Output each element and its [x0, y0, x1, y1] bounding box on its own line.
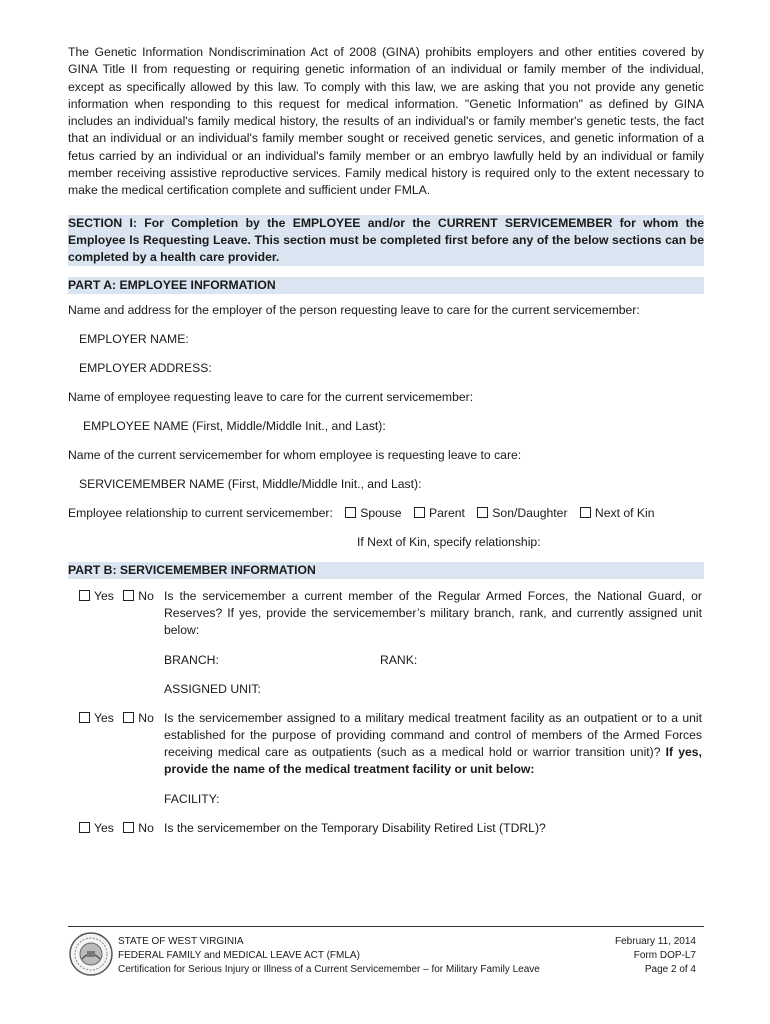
- employee-prompt: Name of employee requesting leave to care for the current servicemember:: [68, 389, 474, 404]
- part-a-heading: PART A: EMPLOYEE INFORMATION: [68, 277, 704, 294]
- employer-address-label: EMPLOYER ADDRESS:: [79, 360, 212, 375]
- checkbox-icon: [123, 712, 134, 723]
- q1-yes-checkbox[interactable]: Yes: [79, 589, 114, 603]
- next-of-kin-label: If Next of Kin, specify relationship:: [357, 534, 541, 549]
- checkbox-icon: [79, 822, 90, 833]
- footer-form-number: Form DOP-L7: [633, 950, 696, 961]
- facility-field[interactable]: FACILITY:: [164, 791, 220, 806]
- question-1-yes-no: [68, 588, 164, 605]
- part-b-heading: PART B: SERVICEMEMBER INFORMATION: [68, 562, 704, 579]
- servicemember-name-field[interactable]: [68, 476, 704, 493]
- footer-state: STATE OF WEST VIRGINIA: [118, 936, 244, 947]
- gina-notice: The Genetic Information Nondiscrimination Act of 2008 (GINA) prohibits employers and other entities covered by GINA Title II from requesting or requiring genetic information of an individual or family member of the individual, except as specifically allowed by this law. To comply with this law, we are asking that you not provide any genetic information when responding to this request for medical information. "Genetic Information" as defined by GINA includes an individual's family medical history, the results of an individual's or family member's genetic tests, the fact that an individual or an individual's family member sought or received genetic services, and genetic information of a fetus carried by an individual or an individual's family member or an embryo lawfully held by an individual or family member receiving assistive reproductive services. Family medical history is required only to the extent necessary to make the medical certification complete and sufficient under FMLA.: [68, 45, 704, 198]
- relationship-parent-checkbox[interactable]: Parent: [414, 505, 465, 522]
- q3-yes-checkbox[interactable]: Yes: [79, 821, 114, 835]
- checkbox-icon: [123, 822, 134, 833]
- q2-no-checkbox[interactable]: No: [123, 711, 154, 725]
- rank-field[interactable]: RANK:: [380, 652, 418, 667]
- section-1-heading: SECTION I: For Completion by the EMPLOYEE and/or the CURRENT SERVICEMEMBER for whom the Employee Is Requesting Leave. This section must be completed first before any of the below sections can be completed by a health care provider.: [68, 215, 704, 264]
- q1-no-checkbox[interactable]: No: [123, 589, 154, 603]
- question-1-row: [68, 588, 704, 640]
- footer-act: FEDERAL FAMILY and MEDICAL LEAVE ACT (FMLA): [118, 950, 360, 961]
- q2-yes-checkbox[interactable]: Yes: [79, 711, 114, 725]
- relationship-son-daughter-checkbox[interactable]: Son/Daughter: [477, 505, 567, 522]
- relationship-next-of-kin-checkbox[interactable]: Next of Kin: [580, 505, 655, 522]
- checkbox-icon: [79, 590, 90, 601]
- question-3-row: [68, 820, 704, 837]
- question-2-instruction: If yes, provide the name of the medical treatment facility or unit below:: [164, 745, 702, 777]
- servicemember-name-label: SERVICEMEMBER NAME (First, Middle/Middle Init., and Last):: [79, 476, 422, 491]
- checkbox-icon: [414, 507, 425, 518]
- branch-rank-row: [68, 652, 704, 669]
- checkbox-icon: [345, 507, 356, 518]
- checkbox-icon: [123, 590, 134, 601]
- question-3-yes-no: [68, 820, 164, 837]
- question-2-yes-no: [68, 710, 164, 727]
- employer-prompt: Name and address for the employer of the person requesting leave to care for the current servicemember:: [68, 302, 640, 317]
- footer-agency: [118, 935, 540, 977]
- relationship-prompt: Employee relationship to current servicemember:: [68, 505, 333, 520]
- relationship-spouse-checkbox[interactable]: Spouse: [345, 505, 401, 522]
- relationship-row: [68, 505, 704, 522]
- form-page: [68, 44, 704, 837]
- question-2-text: Is the servicemember assigned to a military medical treatment facility as an outpatient or to a unit established for the purpose of providing command and control of members of the Armed Forces receiving medical care as outpatients (such as a medical hold or warrior transition unit)? If yes, provide the name of the medical treatment facility or unit below:: [164, 710, 702, 777]
- question-2-row: [68, 710, 704, 779]
- footer-form-title: Certification for Serious Injury or Illness of a Current Servicemember – for Military Family Leave: [118, 964, 540, 975]
- footer-date: February 11, 2014: [615, 936, 696, 947]
- servicemember-prompt: Name of the current servicemember for whom employee is requesting leave to care:: [68, 447, 522, 462]
- next-of-kin-field[interactable]: [68, 534, 704, 551]
- checkbox-icon: [79, 712, 90, 723]
- question-1-text: Is the servicemember a current member of the Regular Armed Forces, the National Guard, or Reserves? If yes, provide the servicemember’s military branch, rank, and currently assigned unit below:: [164, 588, 702, 638]
- state-seal-icon: [68, 931, 114, 977]
- q3-no-checkbox[interactable]: No: [123, 821, 154, 835]
- checkbox-icon: [580, 507, 591, 518]
- employer-name-field[interactable]: [68, 331, 704, 348]
- employer-address-field[interactable]: [68, 360, 704, 377]
- footer-divider: [68, 926, 704, 927]
- employee-name-field[interactable]: [68, 418, 704, 435]
- assigned-unit-field[interactable]: ASSIGNED UNIT:: [164, 681, 261, 696]
- employee-name-label: EMPLOYEE NAME (First, Middle/Middle Init., and Last):: [83, 418, 386, 433]
- footer-page-number: Page 2 of 4: [644, 964, 696, 975]
- branch-field[interactable]: BRANCH:: [164, 652, 219, 667]
- footer-form-info: [615, 935, 696, 977]
- question-3-text: Is the servicemember on the Temporary Disability Retired List (TDRL)?: [164, 820, 546, 835]
- page-footer: [68, 926, 704, 975]
- employer-name-label: EMPLOYER NAME:: [79, 331, 189, 346]
- checkbox-icon: [477, 507, 488, 518]
